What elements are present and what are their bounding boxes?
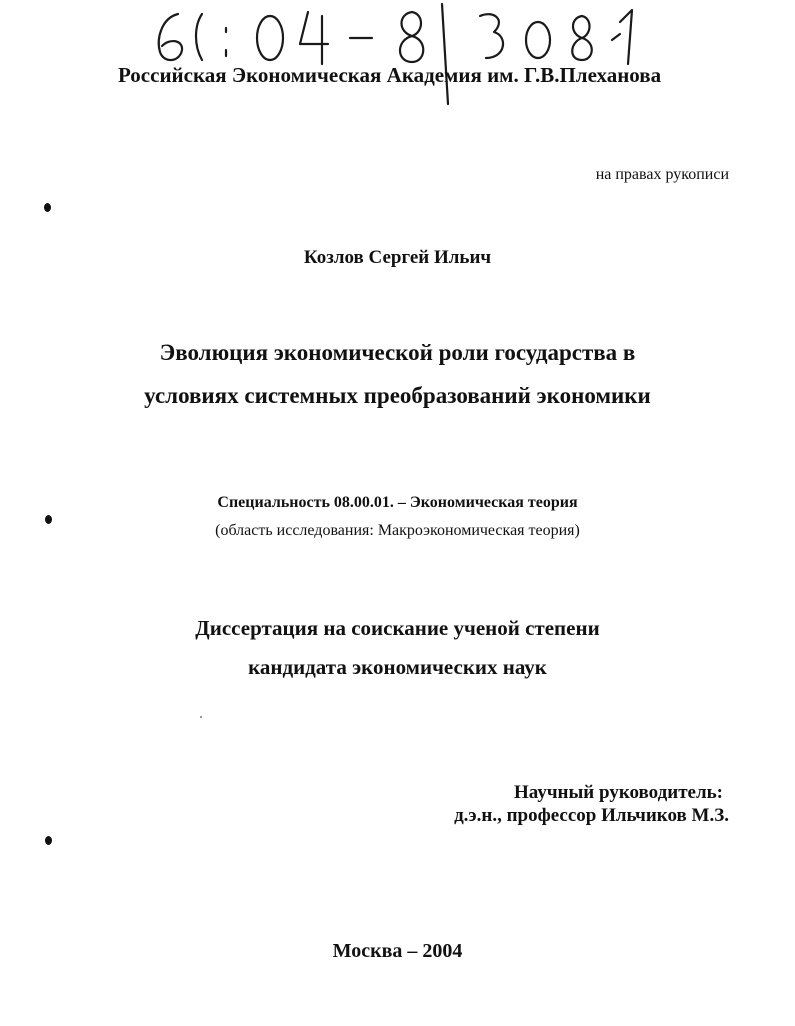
scan-speck bbox=[200, 716, 202, 718]
dissertation-title-line-2: условиях системных преобразований экономики bbox=[144, 383, 651, 408]
degree-statement-line-2: кандидата экономических наук bbox=[248, 655, 547, 679]
manuscript-rights-note: на правах рукописи bbox=[595, 166, 729, 183]
punch-hole-mark bbox=[45, 836, 52, 845]
dissertation-title-line-1: Эволюция экономической роли государства в bbox=[159, 340, 636, 365]
punch-hole-mark bbox=[44, 203, 51, 212]
supervisor-label: Научный руководитель: bbox=[514, 782, 723, 803]
degree-statement-line-1: Диссертация на соискание ученой степени bbox=[195, 616, 600, 640]
supervisor-name: д.э.н., профессор Ильчиков М.З. bbox=[454, 805, 729, 826]
institution-name: Российская Экономическая Академия им. Г.В.Плеханова bbox=[118, 63, 662, 87]
author-name: Козлов Сергей Ильич bbox=[303, 247, 492, 268]
city-and-year: Москва – 2004 bbox=[332, 940, 463, 962]
handwritten-archive-number bbox=[150, 0, 650, 110]
specialty-code: Специальность 08.00.01. – Экономическая теория bbox=[217, 494, 578, 511]
research-field: (область исследования: Макроэкономическая теория) bbox=[215, 522, 580, 539]
punch-hole-mark bbox=[45, 515, 52, 524]
